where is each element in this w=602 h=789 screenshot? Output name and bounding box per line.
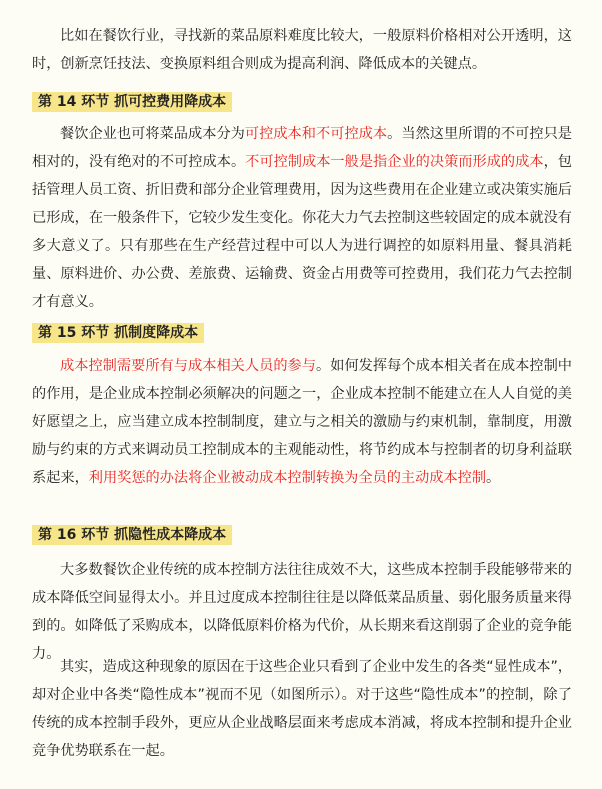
section-14-highlight-1: 可控成本和不可控成本 [244, 126, 388, 142]
intro-paragraph [32, 22, 572, 78]
section-15-highlight-1: 成本控制需要所有与成本相关人员的参与 [60, 358, 317, 374]
intro-text: 比如在餐饮行业，寻找新的菜品原料难度比较大，一般原料价格相对公开透明，这时，创新烹饪技法、变换原料组合则成为提高利润、降低成本的关键点。 [32, 28, 572, 72]
section-16-text-1: 大多数餐饮企业传统的成本控制方法往往成效不大，这些成本控制手段能够带来的成本降低空间显得太小。并且过度成本控制往往是以降低菜品质量、弱化服务质量来得到的。如降低了采购成本，以降低原料价格为代价，从长期来看这削弱了企业的竞争能力。 [32, 562, 572, 662]
section-15-paragraph [32, 352, 572, 492]
section-14-highlight-2: 不可控制成本一般是指企业的决策而形成的成本 [245, 154, 544, 170]
section-15-heading: 第 15 环节 抓制度降成本 [32, 323, 204, 343]
section-14-text-b: 。当然这里所谓的不可控只是相对的，没有绝对的不可控成本。 [32, 126, 572, 170]
section-16-paragraph-2 [32, 653, 572, 765]
section-16-heading: 第 16 环节 抓隐性成本降成本 [32, 525, 232, 545]
section-14-text-a: 餐饮企业也可将菜品成本分为 [60, 126, 245, 142]
section-14-text-c: ，包括管理人员工资、折旧费和部分企业管理费用，因为这些费用在企业建立或决策实施后已形成，在一般条件下，它较少发生变化。你花大力气去控制这些较固定的成本就没有多大意义了。只有那些在生产经营过程中可以人为进行调控的如原料用量、餐具消耗量、原料进价、办公费、差旅费、运输费、资金占用费等可控费用，我们花力气去控制才有意义。 [32, 154, 572, 310]
section-14-heading: 第 14 环节 抓可控费用降成本 [32, 92, 232, 112]
section-16-paragraph-1 [32, 556, 572, 668]
section-14-paragraph [32, 120, 572, 316]
section-16-text-2: 其实，造成这种现象的原因在于这些企业只看到了企业中发生的各类“显性成本”，却对企业中各类“隐性成本”视而不见（如图所示）。对于这些“隐性成本”的控制，除了传统的成本控制手段外，更应从企业战略层面来考虑成本消减，将成本控制和提升企业竞争优势联系在一起。 [32, 659, 572, 759]
section-15-text-a: 。如何发挥每个成本相关者在成本控制中的作用，是企业成本控制必须解决的问题之一，企业成本控制不能建立在人人自觉的美好愿望之上，应当建立成本控制制度，建立与之相关的激励与约束机制，靠制度，用激励与约束的方式来调动员工控制成本的主观能动性，将节约成本与控制者的切身利益联系起来， [32, 358, 572, 486]
section-15-text-b: 。 [486, 470, 501, 486]
section-15-highlight-2: 利用奖惩的办法将企业被动成本控制转换为全员的主动成本控制 [88, 470, 487, 486]
